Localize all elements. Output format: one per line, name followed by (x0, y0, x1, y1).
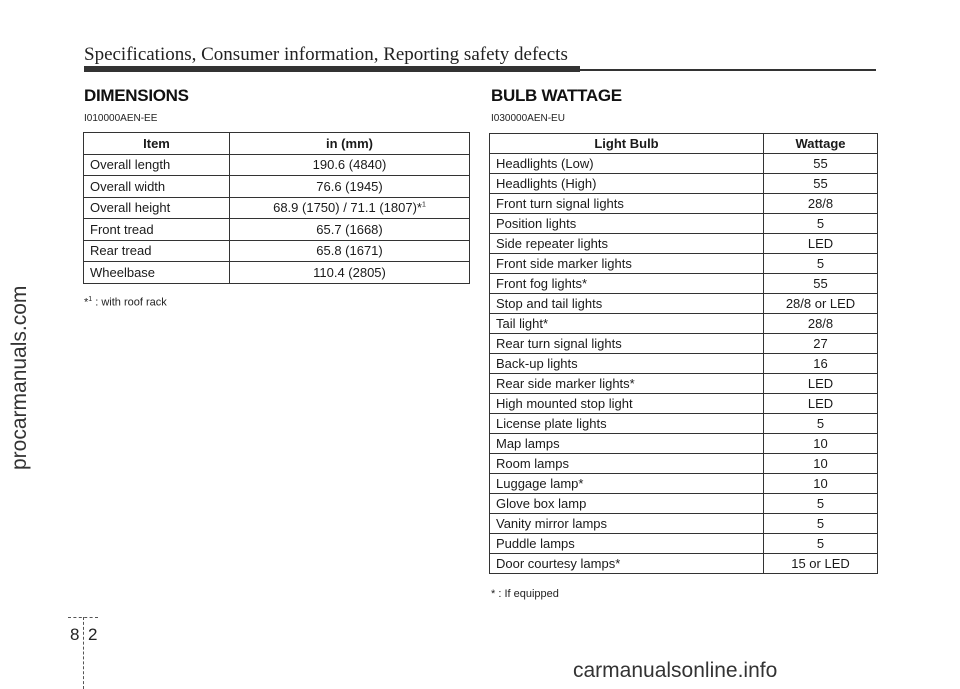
row-item-cell: Front fog lights* (490, 274, 764, 294)
row-value-cell (764, 194, 878, 214)
table-row (84, 240, 470, 262)
row-item-cell: Map lamps (490, 434, 764, 454)
table-row (490, 174, 878, 194)
dimensions-table (83, 132, 470, 284)
gutter-tick (68, 617, 98, 618)
row-item-cell: Rear side marker lights* (490, 374, 764, 394)
row-item-cell: Door courtesy lamps* (490, 554, 764, 574)
table-row (490, 254, 878, 274)
row-item-cell: Wheelbase (84, 262, 230, 284)
row-item-cell: Front side marker lights (490, 254, 764, 274)
table-row (84, 176, 470, 198)
row-value-cell (764, 394, 878, 414)
bulb-wattage-code: I030000AEN-EU (491, 113, 565, 124)
table-row (490, 354, 878, 374)
row-value: 5 (816, 516, 825, 531)
row-item-cell: Overall height (84, 197, 230, 219)
bulb-wattage-table (489, 133, 878, 574)
row-value-cell (764, 494, 878, 514)
row-value: 55 (813, 176, 828, 191)
row-value-cell (764, 254, 878, 274)
row-value-cell (764, 214, 878, 234)
row-item-cell: Overall width (84, 176, 230, 198)
footnote-superscript: 1 (421, 201, 426, 209)
row-value-cell (764, 454, 878, 474)
row-value-cell (764, 334, 878, 354)
row-item-cell: High mounted stop light (490, 394, 764, 414)
row-value: 65.8 (1671) (316, 243, 383, 259)
page-header-title: Specifications, Consumer information, Reporting safety defects (84, 44, 568, 65)
table-header-row (490, 134, 878, 154)
table-row (490, 154, 878, 174)
table-row (490, 434, 878, 454)
row-value-cell (230, 262, 470, 284)
dimensions-table-body (84, 154, 470, 283)
table-row (84, 219, 470, 241)
table-row (490, 274, 878, 294)
row-value-cell (764, 374, 878, 394)
row-item-cell: Luggage lamp* (490, 474, 764, 494)
footnote-superscript: 1 (88, 296, 93, 303)
row-item-cell: Position lights (490, 214, 764, 234)
row-value-cell (764, 534, 878, 554)
table-row (490, 214, 878, 234)
header-rule-accent (84, 66, 580, 72)
table-row (490, 494, 878, 514)
row-value-cell (230, 240, 470, 262)
table-row (490, 394, 878, 414)
row-value-cell (230, 154, 470, 176)
row-item-cell: Front turn signal lights (490, 194, 764, 214)
row-value: 68.9 (1750) / 71.1 (1807)* (273, 200, 422, 216)
row-value: LED (807, 236, 834, 251)
table-row (490, 554, 878, 574)
bulb-footnote: * : If equipped (491, 588, 559, 600)
table-header-row (84, 133, 470, 155)
row-item-cell: Headlights (High) (490, 174, 764, 194)
row-value: 10 (813, 436, 828, 451)
row-value: 5 (816, 496, 825, 511)
row-item-cell: Side repeater lights (490, 234, 764, 254)
footnote-text: : with roof rack (92, 296, 167, 309)
row-value-cell (230, 197, 470, 219)
row-item-cell: Rear turn signal lights (490, 334, 764, 354)
row-value: 28/8 (807, 196, 834, 211)
row-value-cell (764, 294, 878, 314)
table-row (490, 194, 878, 214)
row-item-cell: Overall length (84, 154, 230, 176)
row-value: 110.4 (2805) (313, 264, 386, 280)
footnote-mark: * (84, 296, 89, 309)
column-header: in (mm) (230, 133, 470, 155)
row-value: 10 (813, 476, 828, 491)
row-value: 55 (813, 156, 828, 171)
dimensions-code: I010000AEN-EE (84, 113, 158, 124)
column-header: Light Bulb (490, 134, 764, 154)
row-value-cell (764, 354, 878, 374)
row-value: 28/8 or LED (785, 296, 856, 311)
row-item-cell: Front tread (84, 219, 230, 241)
row-item-cell: License plate lights (490, 414, 764, 434)
row-value: 65.7 (1668) (316, 221, 383, 237)
row-value-cell (764, 514, 878, 534)
row-item-cell: Stop and tail lights (490, 294, 764, 314)
row-item-cell: Vanity mirror lamps (490, 514, 764, 534)
row-value: 27 (813, 336, 828, 351)
row-value: 76.6 (1945) (316, 178, 383, 194)
row-item-cell: Room lamps (490, 454, 764, 474)
column-header: Wattage (764, 134, 878, 154)
dimensions-heading: DIMENSIONS (84, 86, 189, 105)
row-value-cell (230, 176, 470, 198)
bottom-watermark: carmanualsonline.info (573, 659, 778, 682)
row-value-cell (764, 474, 878, 494)
row-value: 5 (816, 416, 825, 431)
row-item-cell: Tail light* (490, 314, 764, 334)
bulb-wattage-heading: BULB WATTAGE (491, 86, 622, 105)
row-value-cell (764, 414, 878, 434)
chapter-number: 8 (70, 625, 80, 644)
row-value: 5 (816, 216, 825, 231)
row-value: 15 or LED (791, 556, 850, 571)
row-value: 10 (813, 456, 828, 471)
row-item-cell: Puddle lamps (490, 534, 764, 554)
gutter-line (83, 617, 84, 689)
table-row (490, 454, 878, 474)
row-value: 5 (816, 256, 825, 271)
row-value-cell (764, 274, 878, 294)
table-row (490, 534, 878, 554)
table-row (490, 314, 878, 334)
table-row (490, 234, 878, 254)
table-row (84, 262, 470, 284)
row-value-cell (764, 554, 878, 574)
row-value-cell (230, 219, 470, 241)
row-value: 5 (816, 536, 825, 551)
row-value: LED (807, 376, 834, 391)
table-row (490, 474, 878, 494)
row-value-cell (764, 234, 878, 254)
row-value: 55 (813, 276, 828, 291)
row-value-cell (764, 154, 878, 174)
row-item-cell: Headlights (Low) (490, 154, 764, 174)
row-value-cell (764, 174, 878, 194)
table-row (490, 294, 878, 314)
table-row (490, 334, 878, 354)
row-value-cell (764, 314, 878, 334)
row-value: 28/8 (807, 316, 834, 331)
table-row (490, 374, 878, 394)
row-value: 16 (813, 356, 828, 371)
table-row (84, 154, 470, 176)
row-item-cell: Rear tread (84, 240, 230, 262)
bulb-wattage-table-body (490, 154, 878, 574)
row-value: LED (807, 396, 834, 411)
table-row (490, 414, 878, 434)
table-row (490, 514, 878, 534)
page-number: 2 (88, 625, 98, 644)
dimensions-footnote (84, 296, 167, 309)
row-item-cell: Glove box lamp (490, 494, 764, 514)
column-header: Item (84, 133, 230, 155)
row-value-cell (764, 434, 878, 454)
table-row (84, 197, 470, 219)
row-item-cell: Back-up lights (490, 354, 764, 374)
row-value: 190.6 (4840) (312, 157, 387, 173)
side-watermark: procarmanuals.com (8, 285, 31, 470)
